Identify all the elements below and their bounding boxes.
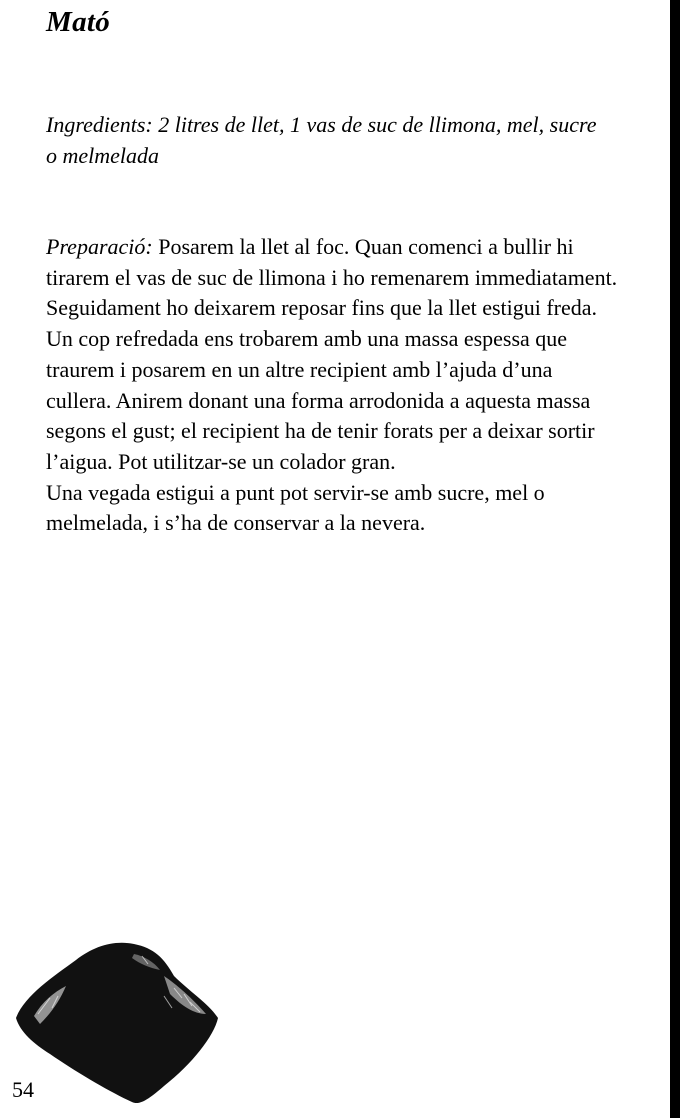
ingredients-text: Ingredients: 2 litres de llet, 1 vas de suc de llimona, mel, sucre o melmelada bbox=[46, 112, 597, 168]
cheese-icon bbox=[14, 936, 224, 1108]
recipe-title: Mató bbox=[46, 6, 111, 38]
page-edge-bar bbox=[670, 0, 680, 1118]
preparation-paragraph bbox=[46, 232, 674, 539]
page-number: 54 bbox=[12, 1077, 34, 1102]
preparation-label: Preparació: bbox=[46, 234, 153, 259]
mato-cheese-illustration bbox=[14, 936, 224, 1108]
preparation-text: Posarem la llet al foc. Quan comenci a bullir hi tirarem el vas de suc de llimona i ho remenarem immediatament. Seguidament ho deixarem reposar fins que la llet estigui freda. Un cop refredada ens trobarem amb una massa espessa que traurem i posarem en un altre recipient amb l’ajuda d’una cullera. Anirem donant una forma arrodonida a aquesta massa segons el gust; el recipient ha de tenir forats per a deixar sortir l’aigua. Pot utilitzar-se un colador gran. Una vegada estigui a punt pot servir-se amb sucre, mel o melmelada, i s’ha de conservar a la nevera. bbox=[46, 234, 618, 536]
